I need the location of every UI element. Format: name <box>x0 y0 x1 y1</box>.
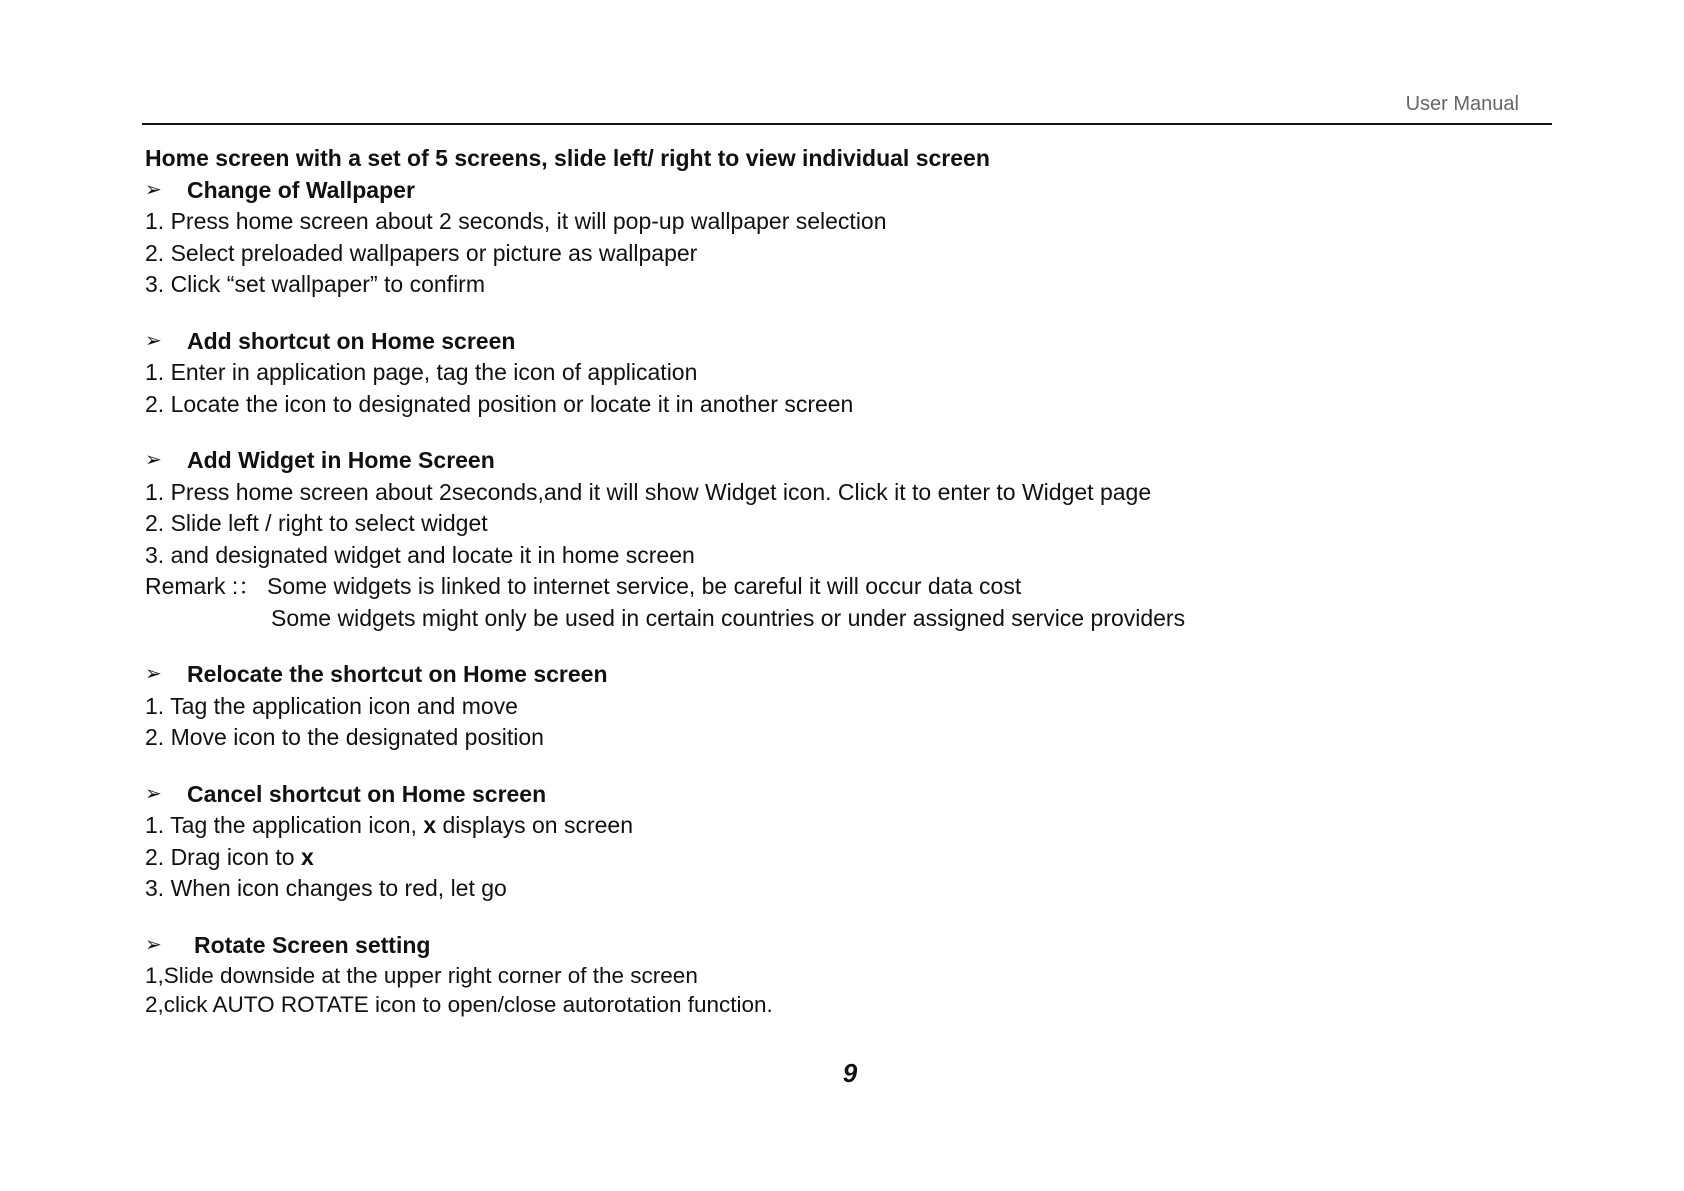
section-title-text: Add Widget in Home Screen <box>187 447 495 473</box>
step: 2,click AUTO ROTATE icon to open/close autorotation function. <box>145 992 773 1017</box>
arrow-bullet-icon: ➢ <box>145 933 162 956</box>
step-text: 2. Drag icon to <box>145 843 301 870</box>
step: 3. Click “set wallpaper” to confirm <box>145 271 485 297</box>
step: 3. When icon changes to red, let go <box>145 875 507 901</box>
page-content <box>145 143 1545 1044</box>
remark <box>145 571 1545 603</box>
intro-heading: Home screen with a set of 5 screens, slide left/ right to view individual screen <box>145 145 990 171</box>
arrow-bullet-icon: ➢ <box>145 329 162 352</box>
step: 1. Tag the application icon and move <box>145 692 518 719</box>
step: 2. Move icon to the designated position <box>145 724 544 750</box>
remark-line: Some widgets is linked to internet service, be careful it will occur data cost <box>267 573 1022 599</box>
section-title <box>145 930 1545 962</box>
step-text: 1. Tag the application icon, <box>145 812 424 838</box>
section-title <box>145 326 1545 358</box>
section-title <box>145 659 1545 691</box>
step: 1. Enter in application page, tag the icon of application <box>145 359 698 385</box>
arrow-bullet-icon: ➢ <box>145 782 162 805</box>
step: 3. and designated widget and locate it in home screen <box>145 541 695 568</box>
step: 1. Press home screen about 2seconds,and it will show Widget icon. Click it to enter to Widget page <box>145 478 1152 505</box>
section-title <box>145 175 1545 207</box>
step-bold: x <box>423 812 437 838</box>
arrow-bullet-icon: ➢ <box>145 178 162 201</box>
section-title <box>145 779 1545 811</box>
section-title-text: Cancel shortcut on Home screen <box>187 780 547 807</box>
section-title-text: Add shortcut on Home screen <box>187 327 516 354</box>
arrow-bullet-icon: ➢ <box>145 449 162 471</box>
remark-label: Remark :： <box>145 573 262 599</box>
step <box>145 810 1545 842</box>
section-relocate <box>145 659 1545 754</box>
step: 1,Slide downside at the upper right corner of the screen <box>145 963 698 988</box>
section-rotate <box>145 930 1545 1020</box>
arrow-bullet-icon: ➢ <box>145 663 162 685</box>
step-text: displays on screen <box>436 812 634 838</box>
section-add-shortcut <box>145 326 1545 421</box>
step <box>145 842 1545 874</box>
step: 2. Slide left / right to select widget <box>145 510 488 536</box>
section-title <box>145 445 1545 477</box>
step: 1. Press home screen about 2 seconds, it will pop-up wallpaper selection <box>145 208 887 234</box>
section-title-text: Change of Wallpaper <box>187 176 415 203</box>
section-title-text: Rotate Screen setting <box>194 931 431 958</box>
step: 2. Select preloaded wallpapers or picture as wallpaper <box>145 239 698 266</box>
header-label: User Manual <box>1405 93 1519 115</box>
step-bold: x <box>300 843 314 870</box>
section-wallpaper <box>145 175 1545 301</box>
section-title-text: Relocate the shortcut on Home screen <box>187 661 608 687</box>
section-add-widget <box>145 445 1545 634</box>
header-rule <box>142 123 1552 125</box>
section-cancel <box>145 779 1545 905</box>
page-number: 9 <box>842 1058 858 1088</box>
step: 2. Locate the icon to designated position or locate it in another screen <box>145 390 854 417</box>
remark-line: Some widgets might only be used in certain countries or under assigned service providers <box>271 604 1186 631</box>
